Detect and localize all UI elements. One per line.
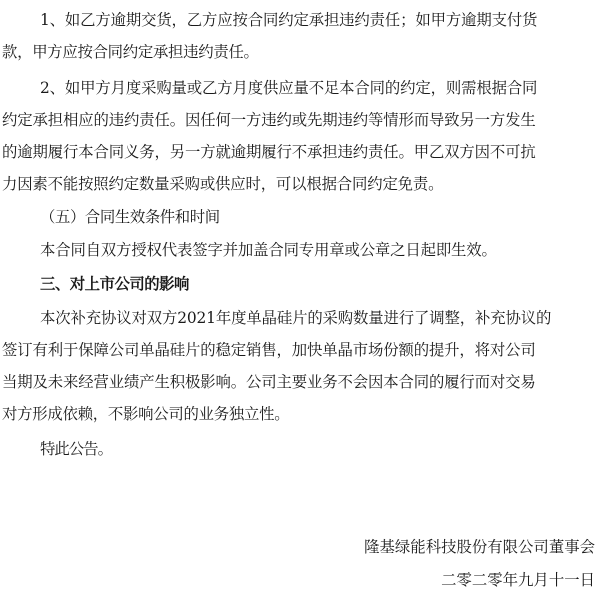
closing-text: 特此公告。 <box>40 440 112 458</box>
paragraph-breach-volume <box>0 72 605 200</box>
signature-company: 隆基绿能科技股份有限公司董事会 <box>364 538 595 556</box>
text-line: 对方形成依赖，不影响公司的业务独立性。 <box>2 405 290 423</box>
section-heading-impact <box>0 268 605 300</box>
signature-date: 二零二零年九月十一日 <box>441 571 595 589</box>
subheading-effective-conditions <box>0 201 605 233</box>
subheading-text: （五）合同生效条件和时间 <box>40 208 220 226</box>
text-line: 1、如乙方逾期交货，乙方应按合同约定承担违约责任；如甲方逾期支付货 <box>40 11 538 29</box>
text-line: 2、如甲方月度采购量或乙方月度供应量不足本合同的约定，则需根据合同 <box>40 79 538 97</box>
heading-text: 三、对上市公司的影响 <box>40 275 189 293</box>
text-line: 约定承担相应的违约责任。因任何一方违约或先期违约等情形而导致另一方发生 <box>2 111 536 129</box>
text-line: 签订有利于保障公司单晶硅片的稳定销售，加快单晶市场份额的提升，将对公司 <box>2 341 536 359</box>
closing-statement <box>0 433 605 465</box>
text-line: 力因素不能按照约定数量采购或供应时，可以根据合同约定免责。 <box>2 175 444 193</box>
paragraph-breach-delivery <box>0 4 605 68</box>
text-line: 的逾期履行本合同义务，另一方就逾期履行不承担违约责任。甲乙双方因不可抗 <box>2 143 536 161</box>
text-line: 款，甲方应按合同约定承担违约责任。 <box>2 43 259 61</box>
text-line: 当期及未来经营业绩产生积极影响。公司主要业务不会因本合同的履行而对交易 <box>2 373 536 391</box>
paragraph-effective-date <box>0 234 605 266</box>
text-line: 本合同自双方授权代表签字并加盖合同专用章或公章之日起即生效。 <box>40 241 497 259</box>
text-line: 本次补充协议对双方2021年度单晶硅片的采购数量进行了调整，补充协议的 <box>40 309 552 327</box>
paragraph-impact <box>0 302 605 430</box>
